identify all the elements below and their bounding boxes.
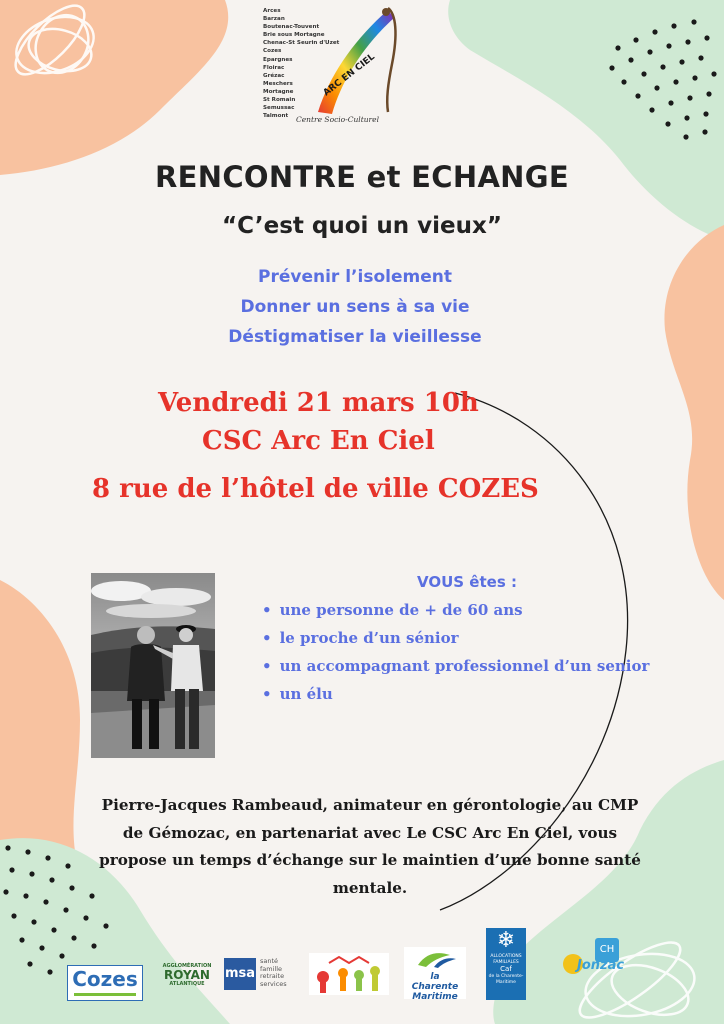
town: Talmont bbox=[263, 113, 289, 120]
royan-bottom-label: ATLANTIQUE bbox=[169, 981, 205, 987]
audience-list bbox=[262, 598, 649, 710]
royan-label: ROYAN bbox=[164, 968, 210, 982]
town: Meschers bbox=[263, 80, 293, 87]
cozes-label: Cozes bbox=[72, 967, 138, 991]
ch-jonzac-logo bbox=[563, 938, 625, 994]
jonzac-label: Jonzac bbox=[577, 958, 625, 973]
charente-line: la bbox=[430, 972, 440, 982]
town: Boutenac-Touvent bbox=[263, 24, 320, 31]
ch-label: CH bbox=[595, 938, 619, 962]
royan-top-label: AGGLOMÉRATION bbox=[162, 963, 212, 969]
msa-tag: retraite bbox=[260, 972, 285, 980]
caf-line: Caf bbox=[500, 965, 512, 973]
event-date: Vendredi 21 mars 10h bbox=[158, 388, 479, 418]
audience-item: • le proche d’un sénior bbox=[262, 626, 649, 654]
charente-line: Charente bbox=[411, 982, 459, 992]
royan-atlantique-logo bbox=[161, 963, 213, 993]
audience-item: • un accompagnant professionnel d’un senior bbox=[262, 654, 649, 682]
msa-tag: famille bbox=[260, 964, 283, 973]
msa-logo bbox=[224, 958, 300, 998]
goals-list bbox=[170, 262, 540, 352]
msa-tag: services bbox=[260, 979, 287, 988]
charente-maritime-logo bbox=[404, 947, 466, 1002]
town: Floirac bbox=[263, 64, 285, 71]
sivom-logo bbox=[309, 953, 389, 995]
town: Barzan bbox=[263, 16, 285, 23]
description-paragraph: Pierre-Jacques Rambeaud, animateur en gérontologie, au CMP de Gémozac, en partenariat avec Le CSC Arc En Ciel, vous propose un temps d’échange sur le maintien d’une bonne santé mentale. bbox=[99, 796, 641, 897]
caf-line: FAMILIALES bbox=[493, 959, 519, 965]
arc-en-ciel-logo bbox=[300, 4, 410, 124]
audience-title: VOUS êtes : bbox=[417, 573, 517, 591]
town: Brie sous Mortagne bbox=[263, 32, 325, 39]
page-subtitle: “C’est quoi un vieux” bbox=[222, 213, 502, 239]
bird-icon bbox=[404, 947, 466, 969]
event-address: 8 rue de l’hôtel de ville COZES bbox=[92, 474, 539, 504]
caf-line: de la Charente- bbox=[488, 974, 524, 979]
goal-item: Donner un sens à sa vie bbox=[240, 297, 470, 317]
town: St Romain bbox=[263, 97, 296, 104]
town: Epargnes bbox=[263, 56, 293, 63]
town: Arces bbox=[263, 8, 281, 14]
audience-item: • une personne de + de 60 ans bbox=[262, 598, 649, 626]
town: Chenac-St Seurin d'Uzet bbox=[263, 40, 340, 47]
audience-item: • un élu bbox=[262, 682, 649, 710]
caf-line: Maritime bbox=[496, 979, 516, 985]
caf-logo bbox=[486, 928, 526, 1000]
town: Cozes bbox=[263, 48, 282, 55]
event-place: CSC Arc En Ciel bbox=[202, 426, 435, 456]
goal-item: Déstigmatiser la vieillesse bbox=[228, 327, 482, 347]
msa-tag: santé bbox=[260, 957, 279, 965]
snowflake-icon: ❄ bbox=[496, 928, 516, 953]
msa-tagline bbox=[260, 958, 287, 988]
cozes-logo bbox=[67, 965, 143, 1001]
logo-subtitle: Centre Socio-Culturel bbox=[296, 115, 379, 124]
page-title: RENCONTRE et ECHANGE bbox=[155, 160, 569, 194]
elderly-couple-photo bbox=[91, 573, 215, 758]
logo-name: ARC EN CIEL bbox=[321, 52, 377, 99]
goal-item: Prévenir l’isolement bbox=[258, 267, 452, 287]
town: Semussac bbox=[263, 105, 295, 112]
town: Mortagne bbox=[263, 88, 294, 95]
charente-line: Maritime bbox=[412, 992, 458, 1002]
msa-label: msa bbox=[224, 958, 256, 990]
caf-line: ALLOCATIONS bbox=[490, 954, 522, 959]
town: Grézac bbox=[263, 72, 285, 79]
